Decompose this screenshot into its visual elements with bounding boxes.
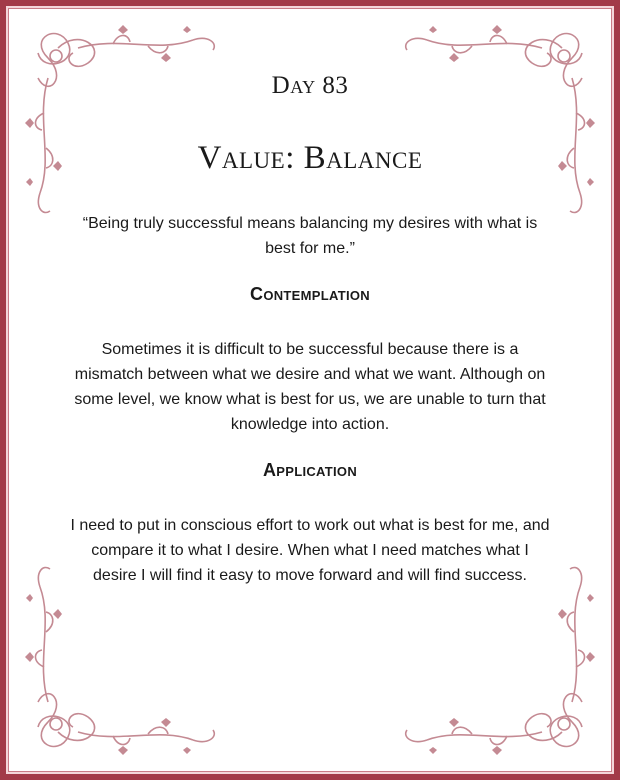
value-title: Value: Balance (197, 140, 423, 176)
quote-text: “Being truly successful means balancing my desires with what is best for me.” (82, 215, 538, 257)
corner-ornament-icon (18, 562, 228, 762)
corner-ornament-icon (392, 18, 602, 218)
page-inner (6, 6, 614, 774)
contemplation-body: Sometimes it is difficult to be successful because there is a mismatch between what we desire and what we want. Although on some level, we know what is best for us, we are unable to turn that knowledge into action. (74, 341, 546, 433)
application-heading: Application (262, 460, 358, 480)
contemplation-heading: Contemplation (250, 284, 370, 304)
corner-ornament-icon (392, 562, 602, 762)
day-title: Day 83 (271, 72, 349, 99)
corner-ornament-icon (18, 18, 228, 218)
application-body: I need to put in conscious effort to work out what is best for me, and compare it to what I desire. When what I need matches what I desire I will find it easy to move forward and will find success. (70, 517, 550, 584)
